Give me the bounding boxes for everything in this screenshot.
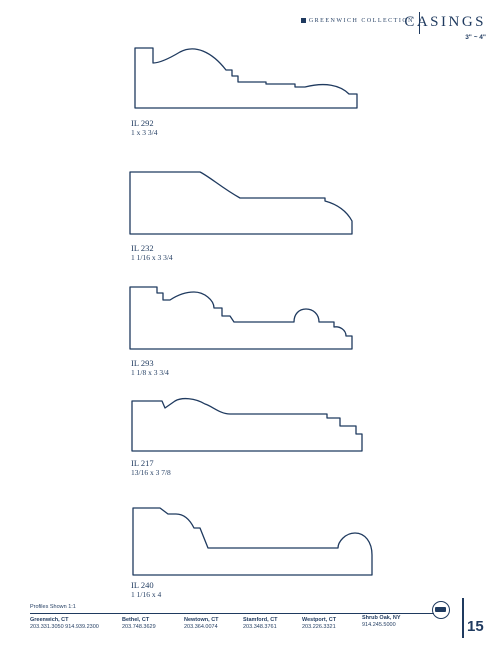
footer-divider bbox=[30, 613, 434, 614]
location-westport bbox=[302, 617, 336, 630]
location-phone: 203.748.3629 bbox=[122, 623, 156, 630]
page-number: 15 bbox=[467, 618, 484, 635]
profile-code: IL 217 bbox=[131, 458, 154, 468]
location-phone: 914.245.5000 bbox=[362, 621, 396, 628]
location-city: Shrub Oak, NY bbox=[362, 615, 401, 621]
location-newtown bbox=[184, 617, 219, 630]
brand-label: GREENWICH COLLECTION bbox=[308, 18, 414, 24]
section-title: CASINGS bbox=[404, 14, 486, 30]
page-number-divider bbox=[462, 598, 464, 638]
location-city: Greenwich, CT bbox=[30, 617, 69, 623]
location-city: Newtown, CT bbox=[184, 617, 219, 623]
size-range: 3" ~ 4" bbox=[465, 34, 486, 41]
profile-code: IL 292 bbox=[131, 118, 154, 128]
company-seal-icon bbox=[432, 601, 450, 619]
location-shrub-oak bbox=[362, 615, 401, 628]
location-phone: 203.364.0074 bbox=[184, 623, 218, 630]
profile-dimensions: 1 1/16 x 4 bbox=[131, 590, 162, 599]
scale-note: Profiles Shown 1:1 bbox=[30, 604, 76, 610]
location-city: Stamford, CT bbox=[243, 617, 278, 623]
location-city: Bethel, CT bbox=[122, 617, 150, 623]
location-phone: 203.348.3761 bbox=[243, 623, 277, 630]
profile-dimensions: 1 x 3 3/4 bbox=[131, 128, 158, 137]
location-bethel bbox=[122, 617, 156, 630]
location-greenwich bbox=[30, 617, 99, 630]
location-stamford bbox=[243, 617, 278, 630]
location-phone: 203.331.3050 914.939.2300 bbox=[30, 623, 99, 630]
profile-code: IL 232 bbox=[131, 243, 154, 253]
location-city: Westport, CT bbox=[302, 617, 337, 623]
profile-code: IL 240 bbox=[131, 580, 154, 590]
profile-code: IL 293 bbox=[131, 358, 154, 368]
location-phone: 203.226.3321 bbox=[302, 623, 336, 630]
profile-dimensions: 1 1/8 x 3 3/4 bbox=[131, 368, 169, 377]
profile-dimensions: 13/16 x 3 7/8 bbox=[131, 468, 171, 477]
profile-dimensions: 1 1/16 x 3 3/4 bbox=[131, 253, 173, 262]
